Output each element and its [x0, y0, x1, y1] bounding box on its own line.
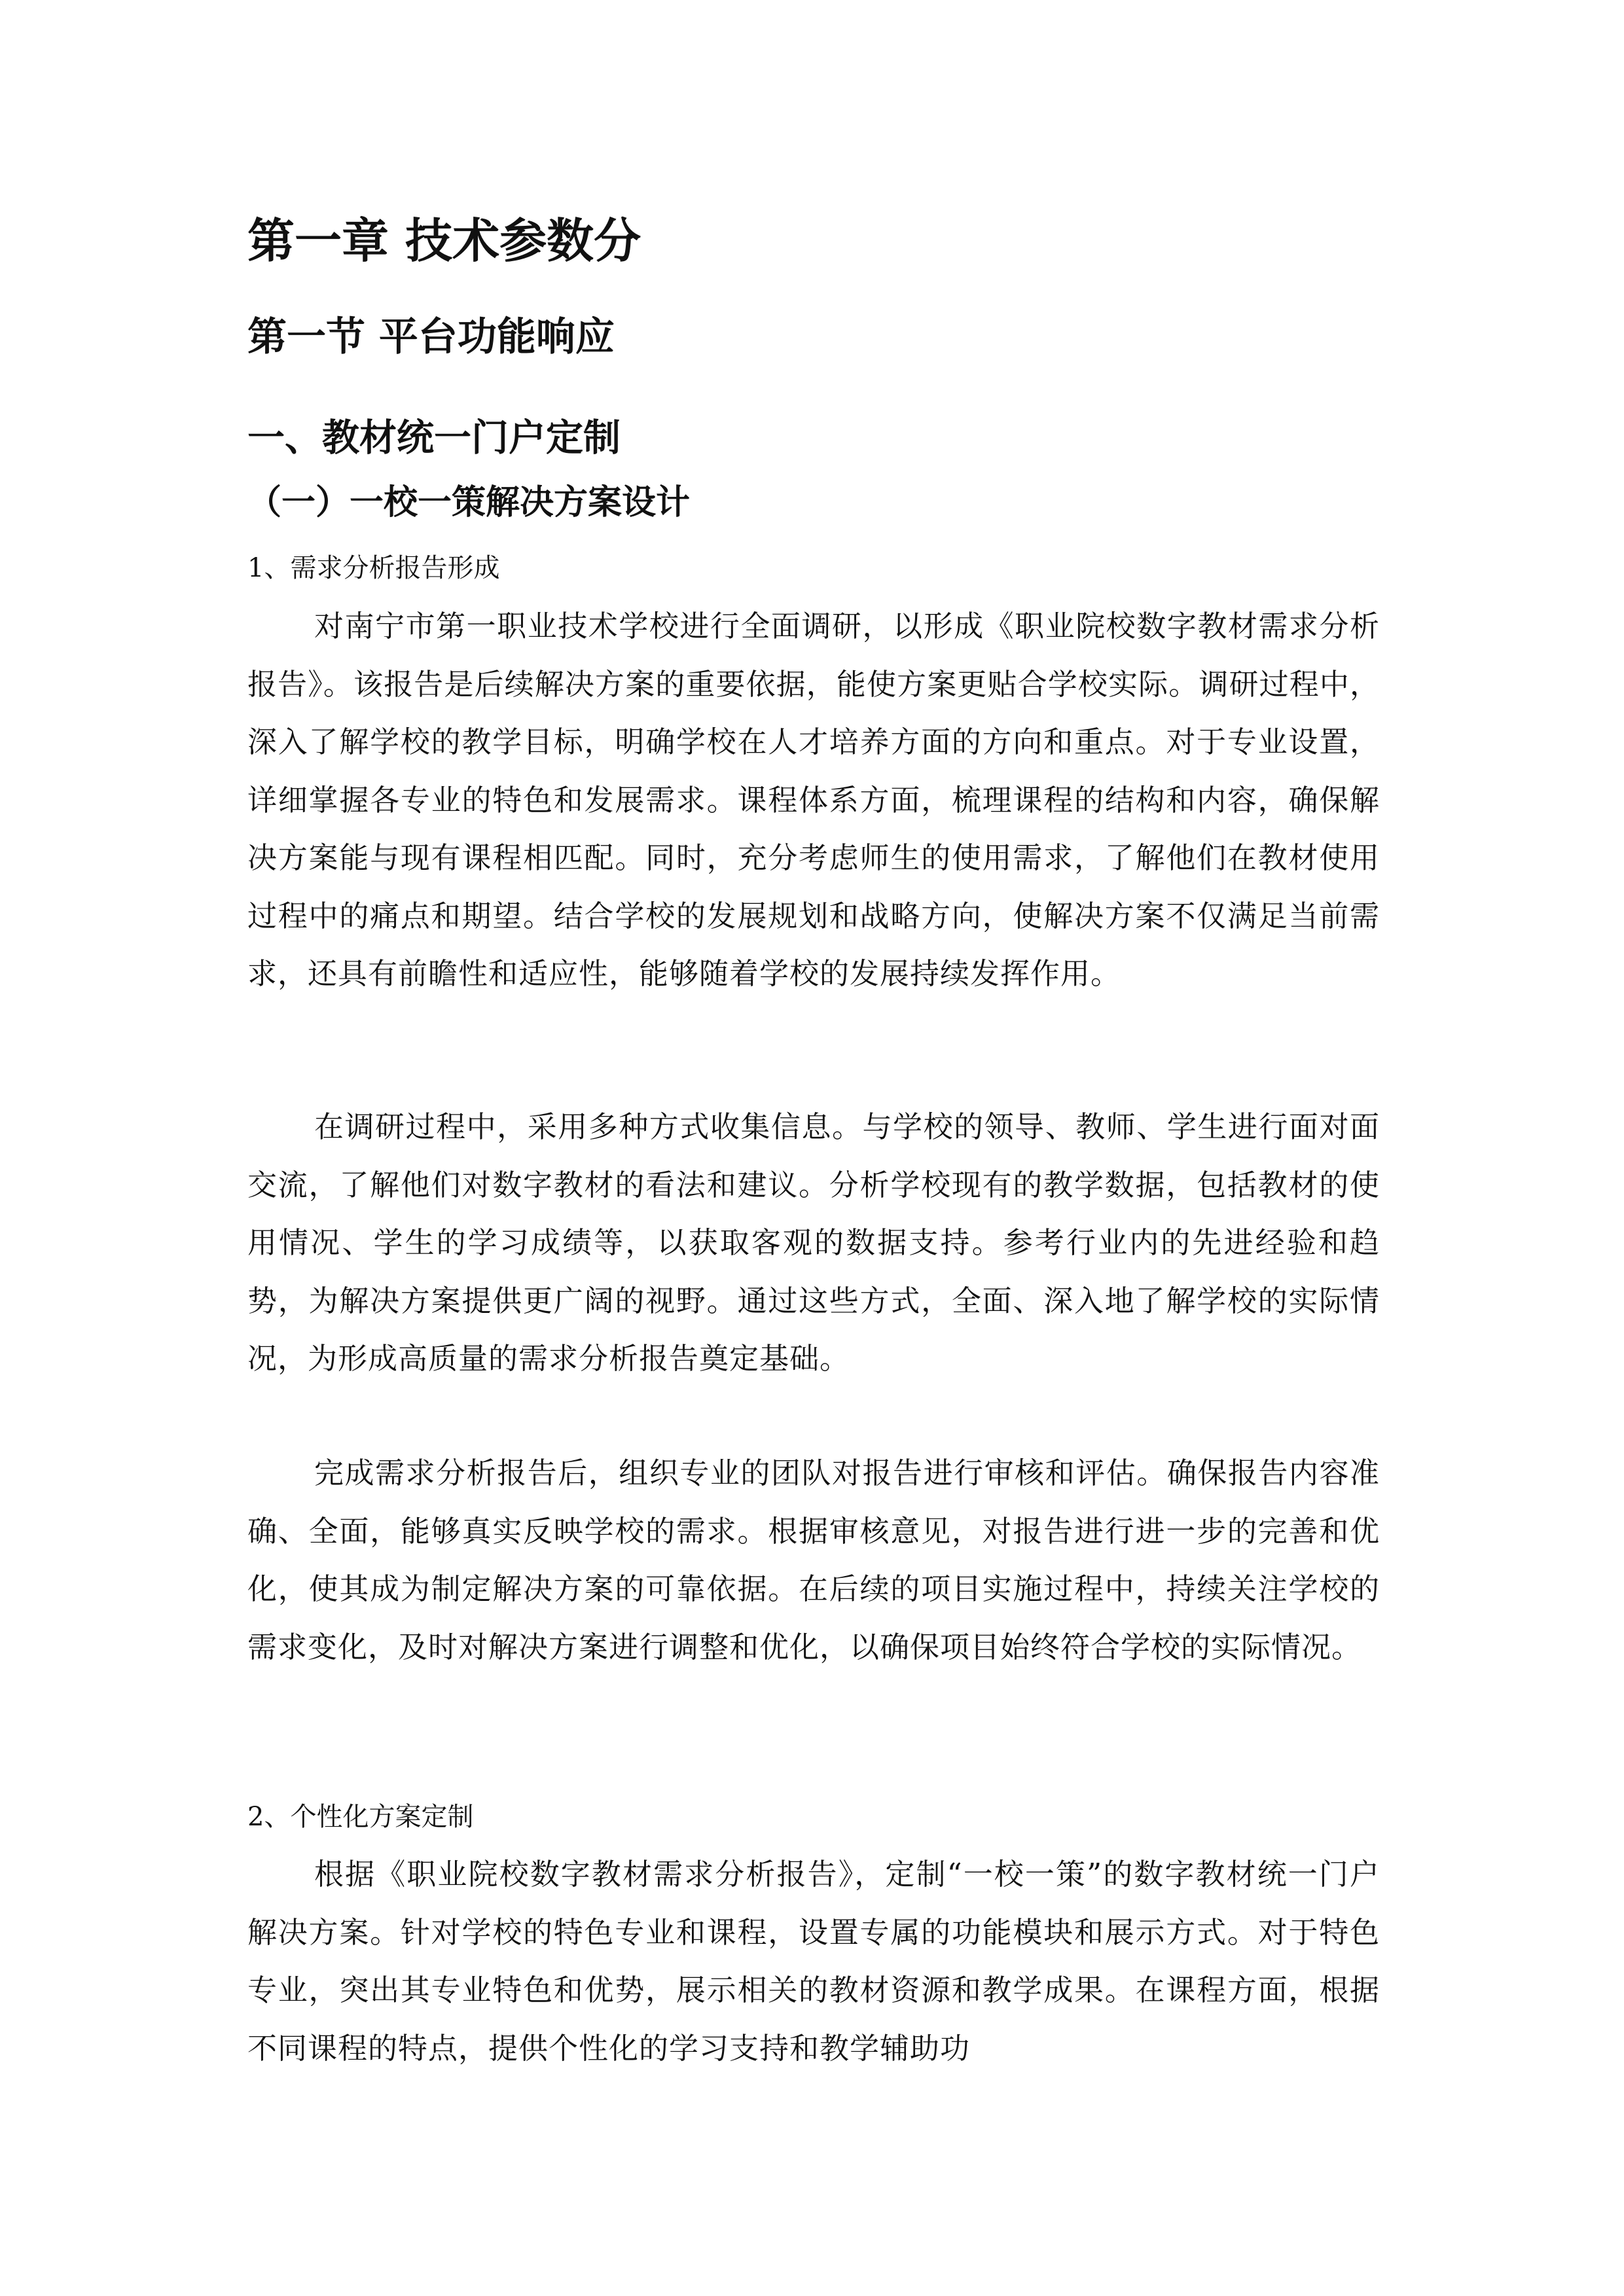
paragraph-3: 完成需求分析报告后，组织专业的团队对报告进行审核和评估。确保报告内容准确、全面，能够真实反映学校的需求。根据审核意见，对报告进行进一步的完善和优化，使其成为制定解决方案的可靠依据。在后续的项目实施过程中，持续关注学校的需求变化，及时对解决方案进行调整和优化，以确保项目始终符合学校的实际情况。 — [247, 1456, 1380, 1664]
section-title: 第一节 平台功能响应 — [247, 314, 615, 360]
paragraph-1: 对南宁市第一职业技术学校进行全面调研，以形成《职业院校数字教材需求分析报告》。该报告是后续解决方案的重要依据，能使方案更贴合学校实际。调研过程中，深入了解学校的教学目标，明确学校在人才培养方面的方向和重点。对于专业设置，详细掌握各专业的特色和发展需求。课程体系方面，梳理课程的结构和内容，确保解决方案能与现有课程相匹配。同时，充分考虑师生的使用需求，了解他们在教材使用过程中的痛点和期望。结合学校的发展规划和战略方向，使解决方案不仅满足当前需求，还具有前瞻性和适应性，能够随着学校的发展持续发挥作用。 — [247, 609, 1380, 991]
paragraph-4: 根据《职业院校数字教材需求分析报告》，定制“一校一策”的数字教材统一门户解决方案。针对学校的特色专业和课程，设置专属的功能模块和展示方式。对于特色专业，突出其专业特色和优势，展示相关的教材资源和教学成果。在课程方面，根据不同课程的特点，提供个性化的学习支持和教学辅助功 — [247, 1857, 1380, 2066]
subsubsection-title: （一）一校一策解决方案设计 — [247, 482, 691, 522]
paragraph-2: 在调研过程中，采用多种方式收集信息。与学校的领导、教师、学生进行面对面交流，了解他们对数字教材的看法和建议。分析学校现有的教学数据，包括教材的使用情况、学生的学习成绩等，以获取客观的数据支持。参考行业内的先进经验和趋势，为解决方案提供更广阔的视野。通过这些方式，全面、深入地了解学校的实际情况，为形成高质量的需求分析报告奠定基础。 — [247, 1109, 1380, 1376]
chapter-title: 第一章 技术参数分 — [247, 213, 641, 268]
item-title-2: 2、个性化方案定制 — [247, 1802, 474, 1832]
subsection-title: 一、教材统一门户定制 — [247, 416, 621, 459]
item-title-1: 1、需求分析报告形成 — [247, 553, 500, 583]
